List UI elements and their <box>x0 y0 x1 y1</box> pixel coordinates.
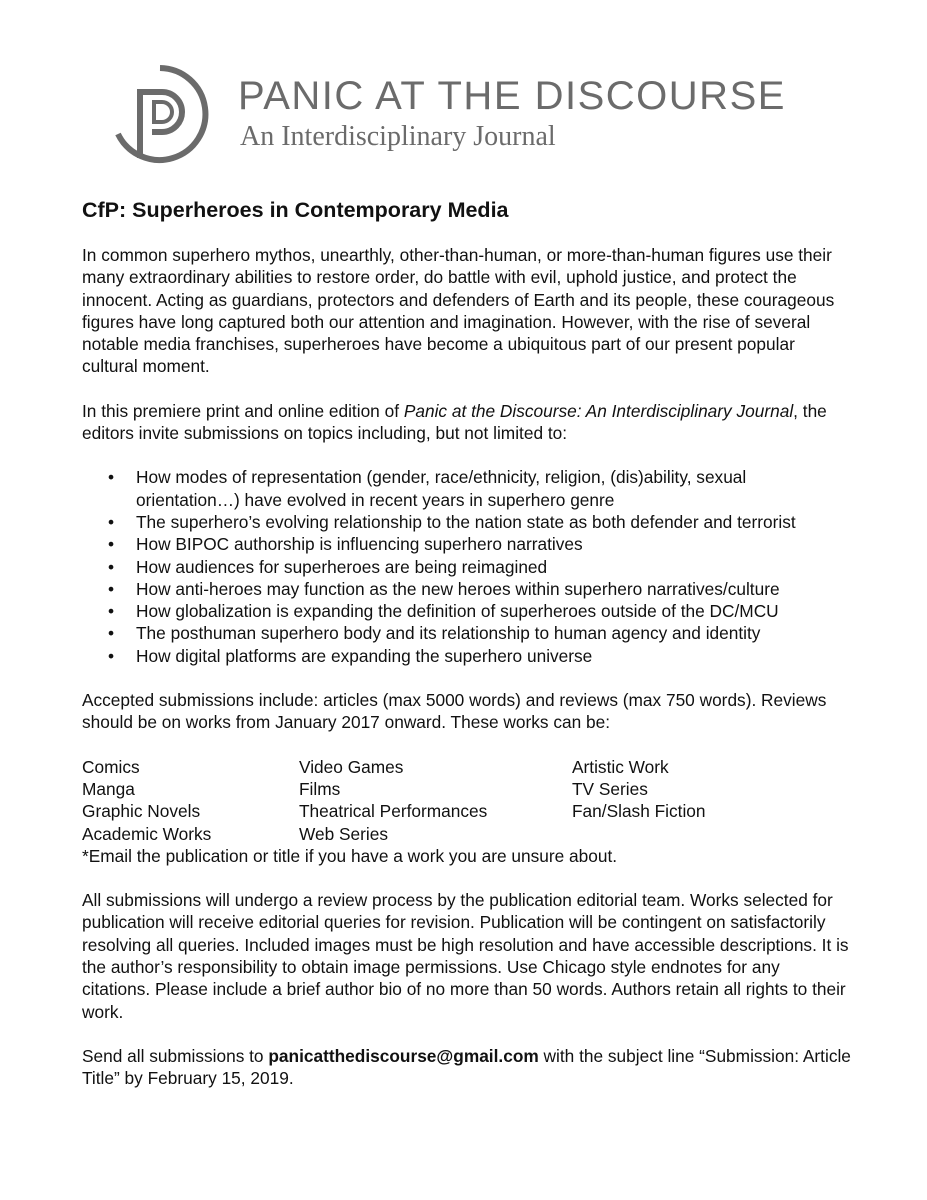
list-item: • How anti-heroes may function as the new heroes within superhero narratives/culture <box>136 578 852 600</box>
media-type: Academic Works <box>82 823 212 844</box>
send-text-before: Send all submissions to <box>82 1045 269 1066</box>
accepted-paragraph: Accepted submissions include: articles (max 5000 words) and reviews (max 750 words). Reviews should be on works from January 2017 onward. These works can be: <box>82 690 827 733</box>
intro-paragraph: In common superhero mythos, unearthly, other-than-human, or more-than-human figures use their many extraordinary abilities to restore order, do battle with evil, uphold justice, and protect the innocent. Acting as guardians, protectors and defenders of Earth and its people, these courageous figures have long captured both our attention and imagination. However, with the rise of several notable media franchises, superheroes have become a ubiquitous part of our present popular cultural moment. <box>82 245 835 377</box>
list-item: • How globalization is expanding the definition of superheroes outside of the DC/MCU <box>136 600 852 622</box>
invite-text-before: In this premiere print and online edition of <box>82 400 404 421</box>
submission-email: panicatthediscourse@gmail.com <box>268 1045 539 1066</box>
list-item: • The superhero’s evolving relationship to the nation state as both defender and terrorist <box>136 511 852 533</box>
send-paragraph <box>82 1045 852 1090</box>
call-for-papers <box>82 196 852 1112</box>
media-type: Comics <box>82 756 140 777</box>
media-type: Web Series <box>299 823 389 844</box>
journal-subtitle: An Interdisciplinary Journal <box>240 121 556 152</box>
journal-title: Panic at the Discourse: An Interdisciplinary Journal <box>403 400 794 421</box>
journal-logo-icon <box>108 62 212 166</box>
journal-header <box>108 62 828 172</box>
list-item: • How digital platforms are expanding the superhero universe <box>136 645 852 667</box>
invite-paragraph <box>82 400 852 445</box>
journal-name: PANIC AT THE DISCOURSE <box>238 74 786 118</box>
media-type: Graphic Novels <box>82 801 201 822</box>
topics-list <box>82 466 852 667</box>
media-type: Manga <box>82 778 135 799</box>
media-type: TV Series <box>572 778 648 799</box>
media-type: Video Games <box>299 756 404 777</box>
invite-text-after: , the editors invite submissions on topics including, but not limited to: <box>82 400 827 444</box>
list-item: • How audiences for superheroes are being reimagined <box>136 556 852 578</box>
media-types-grid <box>82 756 852 845</box>
media-type <box>572 823 772 845</box>
send-text-after: with the subject line “Submission: Article Title” by February 15, 2019. <box>82 1045 851 1089</box>
review-paragraph: All submissions will undergo a review process by the publication editorial team. Works selected for publication will receive editorial queries for revision. Publication will be contingent on satisfactorily resolving all queries. Included images must be high resolution and have accessible descriptions. It is the author’s responsibility to obtain image permissions. Use Chicago style endnotes for any citations. Please include a brief author bio of no more than 50 words. Authors retain all rights to their work. <box>82 890 849 1022</box>
email-note: *Email the publication or title if you have a work you are unsure about. <box>82 845 618 866</box>
media-type: Theatrical Performances <box>299 801 488 822</box>
media-type: Fan/Slash Fiction <box>572 801 706 822</box>
list-item: • How BIPOC authorship is influencing superhero narratives <box>136 533 852 555</box>
list-item: • How modes of representation (gender, race/ethnicity, religion, (dis)ability, sexual orientation…) have evolved in recent years in superhero genre <box>136 466 852 511</box>
media-type: Artistic Work <box>572 756 669 777</box>
list-item: • The posthuman superhero body and its relationship to human agency and identity <box>136 622 852 644</box>
media-type: Films <box>299 778 341 799</box>
page-title: CfP: Superheroes in Contemporary Media <box>82 198 509 222</box>
